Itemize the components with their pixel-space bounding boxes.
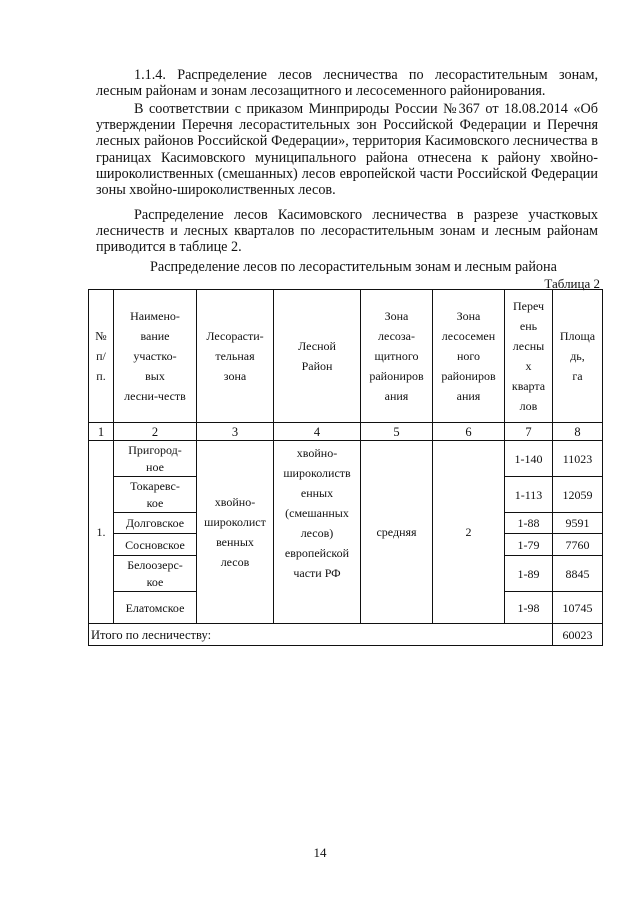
quarters-cell: 1-79: [505, 534, 553, 556]
header-cell: Зона лесоза- щитного райониров ания: [361, 290, 433, 423]
total-area-cell: 60023: [553, 624, 603, 646]
area-cell: 9591: [553, 513, 603, 534]
table-row: [89, 441, 603, 477]
district-name-cell: Пригород- ное: [114, 441, 197, 477]
order-reference-paragraph: В соответствии с приказом Минприроды России №367 от 18.08.2014 «Об утверждении Перечня лесорастительных зон Российской Федерации и Перечня лесных районов Российской Федерации», территория Касимовского лесничества в границах Касимовского муниципального района отнесена к району хвойно-широколиственных (смешанных) лесов европейской части Российской Федерации зоны хвойно-широколиственных лесов.: [96, 101, 598, 199]
district-name-cell: Елатомское: [114, 592, 197, 624]
district-name-cell: Долговское: [114, 513, 197, 534]
section-heading-paragraph: 1.1.4. Распределение лесов лесничества по лесорастительным зонам, лесным районам и зонам лесозащитного и лесосеменного районирования.: [96, 67, 598, 100]
quarters-cell: 1-113: [505, 477, 553, 513]
quarters-cell: 1-89: [505, 556, 553, 592]
page-number: 14: [313, 845, 327, 860]
area-cell: 11023: [553, 441, 603, 477]
forest-zone-cell: хвойно- широколист венных лесов: [197, 441, 274, 624]
quarters-cell: 1-98: [505, 592, 553, 624]
column-number: 5: [361, 423, 433, 441]
column-number: 3: [197, 423, 274, 441]
table-header-row: [89, 290, 603, 423]
header-cell: Переч ень лесны х кварта лов: [505, 290, 553, 423]
row-number-cell: 1.: [89, 441, 114, 624]
header-cell: Лесорасти- тельная зона: [197, 290, 274, 423]
protection-zone-cell: средняя: [361, 441, 433, 624]
forest-region-cell: хвойно- широколиств енных (смешанных лесов) европейской части РФ: [274, 441, 361, 624]
table-caption: Распределение лесов по лесорастительным зонам и лесным района: [150, 259, 557, 275]
column-number: 1: [89, 423, 114, 441]
total-label: Итого по лесничеству:: [89, 624, 553, 646]
table-intro-paragraph: Распределение лесов Касимовского лесничества в разрезе участковых лесничеств и лесных кварталов по лесорастительным зонам и лесным районам приводится в таблице 2.: [96, 207, 598, 256]
quarters-cell: 1-140: [505, 441, 553, 477]
seed-zone-cell: 2: [433, 441, 505, 624]
header-cell: Площа дь, га: [553, 290, 603, 423]
column-number: 7: [505, 423, 553, 441]
area-cell: 10745: [553, 592, 603, 624]
district-name-cell: Токаревс- кое: [114, 477, 197, 513]
table-label: Таблица 2: [544, 276, 600, 291]
district-name-cell: Белоозерс- кое: [114, 556, 197, 592]
header-cell: Зона лесосемен ного райониров ания: [433, 290, 505, 423]
column-number: 4: [274, 423, 361, 441]
quarters-cell: 1-88: [505, 513, 553, 534]
area-cell: 8845: [553, 556, 603, 592]
header-cell: Лесной Район: [274, 290, 361, 423]
district-name-cell: Сосновское: [114, 534, 197, 556]
area-cell: 12059: [553, 477, 603, 513]
column-number: 8: [553, 423, 603, 441]
column-number-row: [89, 423, 603, 441]
column-number: 6: [433, 423, 505, 441]
column-number: 2: [114, 423, 197, 441]
forest-distribution-table: [88, 289, 603, 646]
header-cell: Наимено- вание участко- вых лесни-честв: [114, 290, 197, 423]
area-cell: 7760: [553, 534, 603, 556]
table-total-row: [89, 624, 603, 646]
header-cell: № п/ п.: [89, 290, 114, 423]
